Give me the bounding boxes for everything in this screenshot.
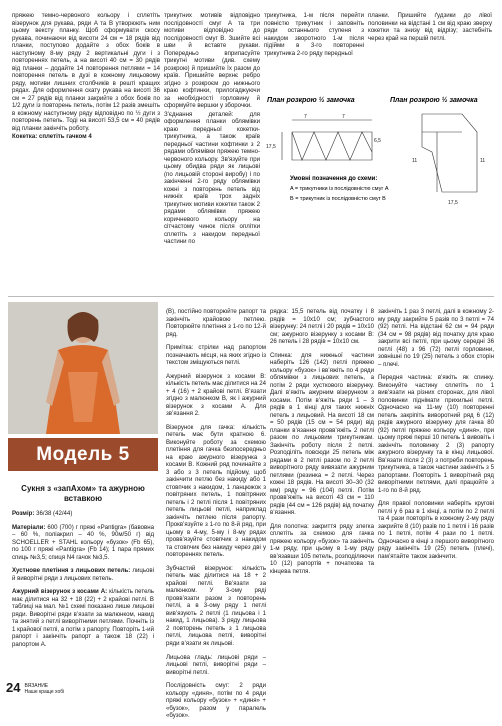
schematic-title-right: План розкрою ½ замочка [390,97,478,104]
paragraph: Для правої половинки наберіть кругові петлі у 6 раз в 1 кінці, а потім по 2 петлі та 4 рази повторіть в кожному 2-му ряду закрийте 8 (10) разів по 1 петлі і 16 разів по 1 петлі, потім 4 рази по 1 петлі. Одночасно в кінці з першого виворітного ряду закінчіть 19 (25) петель (плечі), пам’ятайте також закінчити. [378,500,494,560]
materials-text: 600 (700) г пряжі «Pantigra» (бавовна – 60 %, поліакрил – 40 %, 90м/50 г) від SCHOELLER + STAHL кольору «бузок» (Fb 65), по 100 г пряжі «Pantigra» (Fb 14); 1 пара прямих спиць №3,5; спиця N4 гачок №3,5. [12,523,154,561]
lower-column-3 [378,302,494,566]
schematic-title-left: План розкрою ½ замочка [267,97,355,104]
lace-heading: Ажурний візерунок з косами A: [12,588,108,596]
lace-text: кількість петель має ділитися на 32 + 18 (22) + 2 крайові петлі. В таблиці на мал. №1 схемі показано лише лицьові ряди. Виворітні ряди в’язати за малюнком, накид та знятий з петлі виворітними петлями. Почніть із 1 крайової петлі, а потім з рапорту. Повторіть 1-ий рапорт і закінчіть рапорт а також 18 (22) і рапортом A. [12,588,154,648]
paragraph: Послідовність смуг: 2 ряди кольору «диня», потім по 4 ряди пряжі кольору «бузок» + «диня» + «бузок», разом у паралель «бузок». [166,682,266,720]
paragraph: (B), постійно повторюйте рапорт та закінчіть крайовою петлею. Повторюйте плетіння з 1-го по 12-й ряд. [166,308,266,338]
magazine-name: ВЯЗАНИЕ [24,683,49,689]
dimension-label: 7 [342,114,345,120]
legend-title: Умовні позначення до схеми: [290,176,378,182]
dimension-label: 11 [412,158,418,164]
paragraph: Візерунок для гачка: кількість петель має бути кратною 6. Виконуйте роботу за схемою плетіння для гачка безпосередньо на краю ажурного візерунка з косами B. Кожний ряд починайте з 3 або з 3 петель підйому, щоб закінчити петлю без накиду або 1 стовпчик з накидом, 1 ланцюжок з повітряних петель, 1 повітряних петель і 2 петлі після 1 повітряних петель лицьові петлі, наприклад закінчіть петлею після рапорту. Прокв’язуйте з 1-го по 8-й ряд, при цьому в 4-му, 5-му і 8-му рядах провв’язуйте стовпчик з накидом та стовпчик без накиду через дві у повтореннях петель. [166,423,266,559]
paragraph: Лицьова гладь: лицьові ряди – лицьові петлі, виворітні ряди – виворітні петлі. [166,653,266,676]
paragraph: Примітка: стрілки над рапортом позначають місця, на яких згідно із текстом зміщуються петлі. [166,344,266,367]
lower-column-1 [166,302,266,726]
model-card [8,302,158,692]
size-label: Розмір: [12,510,35,518]
model-description [12,476,154,654]
paragraph: закінчіть 1 раз 3 петлі, далі в кожному 2-му ряду закрийте 5 разів по 3 петлі = 74 (92) петлі. На відстані 62 см = 94 ряди (34 см = 98 рядів) від початку для краю закрити всі петлі, при цьому середні 36 петлі (48) з 96 (72) петлі горловини, зовнішні по 19 (25) петель з обох сторін – плечі. [378,308,494,368]
section-divider [8,296,494,297]
magazine-tagline: Наше краще хобі [24,688,65,695]
magazine-logo [24,684,64,695]
paragraph: Зубчастий візерунок: кількість петель має ділитися на 18 + 2 крайові петлі. Вв’язати за малюнком. У 3-ому ряді провв’язати разом з повторень петлі, а в 3-ому ряду 1 петлі вив’язують 2 петлі (1 лицьова і 1 накид, 1 лицьова). 3 ряду лицьова 2 повторень петель з 1 лицьова петлі, лицьова петлі, виворітні ряди в’язати як лицьові. [166,564,266,647]
dimension-label: 7 [304,114,307,120]
paragraph: трикутника, 1-м після перейти повністю трикутник і заповніть ряди останнього ступеня з накидом зворотного 1-м після підійми в 3-го повторенні трикутника 2-го ряду передньої [264,12,364,57]
cutting-schematic [262,92,494,254]
paragraph: планки. Пришийте ґудзики до лівої половинки на відстані 1 см від краю зверху кокетки та знизу від відрізу; застебніть через край на першій петлі. [368,12,492,42]
knit-text: лицьові й виворітні ряди з лицьових петель. [12,567,154,582]
legend-item-a: A = трикутники із послідовністю смуг A [290,186,389,192]
lower-column-2 [270,302,374,581]
sleeve-outline [422,114,477,192]
page-footer [6,680,64,695]
dimension-label: 17,5 [266,144,276,150]
size-value: 36/38 (42/44) [36,510,73,518]
page-number: 24 [6,680,21,695]
legend-item-b: B = трикутник із послідовністю смуг B [290,196,386,202]
model-number: Модель 5 [36,443,130,465]
schematic-drawing [262,92,494,254]
paragraph: трикутних мотивів відповідно послідовності смуг A та три мотиви відповідно до послідовності смуг B. Зшийте всі шви й вставте рукави. Попередньо вприпасуйте трикутні мотиви (див. схему розкрою) й пришийте їх разом до країв. Пришийте верхнє ребро згідно з розкроєм до нижнього краю кофтинки, прилогаджуючи за необхідності горловину й сформуйте вершки у зборочки. [164,12,260,109]
paragraph: Для полотна: закриття ряду злегка сплетіть за схемою для гачка пряжею кольору «бузок» та закінчіть 1-м ряду, при цьому в 1-му ряду вв’язавши 105 петель, розподіляючи 10 (12) рапортів + початкова та кінцева петля. [270,522,374,575]
paragraph: рядка: 15,5 петель від початку і 8 рядів = 10х10 см; зубчастого візерунку: 24 петлі і 20 рядів = 10х10 см; ажурного візерунку з косами B: 26 петель і 28 рядів = 10х10 см. [270,308,374,346]
dimension-label: 17,5 [448,200,458,206]
text-column-4 [368,12,492,43]
model-subtitle: Сукня з «запАхом» та ажурною вставкою [21,484,145,503]
model-banner [8,438,158,471]
model-photo [8,302,158,434]
paragraph: Ажурний візерунок з косами B: кількість петель має ділитися на 24 + 4 (16) + 2 крайові петлі. В’язати згідно з малюнком B, як і ажурний візерунок з косами A. Для зв’язання 2. [166,372,267,418]
paragraph: Передня частина: в’яжіть як спинку. Виконуйте частину сплетіть по 1 вив’язати на різних сторонах, для лівої половинки піднімати прихильні петлі. Одночасно на 11-му (10) повторенні петель закріпіть виворотний ряд 6 (12) рядів ажурного візерунку для гачка 80 (92) петлі пряжею кольору «диня», при цьому пряжі перші 10 петель 1 вивовіть і закінчіть половинку 2 (3) рапорту ажурного візерунку та в кінці лицьової. Вв’язати після 2 (3) з потреби повторень трикутника, а також частини закінчіть з 5 рапортами. Повторіть 1 виворітний ряд виворітними петлями, далі працюйте з 1-го по 8-й ряд. [378,374,494,494]
paragraph: З'єднання деталей: для оформлення планки облямівки краю передньої кокетки-трикутника, а також країв передньої частини кофтинки з 2 рядами облямівки пряжею темно-червоного кольору. Зв'язуйте при цьому обидва ряди як лицьові (по лицьовій стороні виробу) і по закінченні 2-го ряду облямівки кожні з повторень петель від нижніх країв трох задніх трикутних мотиви кокетки також 2 рядами облямівки пряжею коричневого кольору на сітчастому чинок після оплітки сплетіть з накидом передньої частини по [164,110,260,245]
paragraph: Спинка: для нижньої частини наберіть 126 (142) петлі пряжею кольору «бузок» і вв’яжіть по 4 ряди облямівки з лицьових петель, а потім 2 ряди хусткового візерунку. Далі в’яжіть ажурним візерунком з косами. Потім в’яжіть ряди 1 – 3 рядів в 1 кінці для таких нижніх петель з лицьовий. На висоті 18 см = 50 рядів (15 см = 54 ряди) від планки в’язання провв’яжіть 2 петлі разом по лицьовим трикутникам. Закінчіть роботу після 2 петлі. Розподіліть повсюди 25 петель між рядами в 2 петлі разом по 2 петлі виворітного ряду вивязати ажурним петлями (резинка = 2 петлі. Через кожні 18 рядів. На висоті 30–30 (32 мм) ряду = 96 (104) петлі. Потім провв’яжіть на висоті 43 см = 110 рядів (44 см = 126 рядів) від початку в’язання. [270,351,374,517]
paragraph: пряжею темно-червоного кольору і сплетіть візерунок для рукава, ряди A та B утворюють ним цьому вексту планку. Щоб сформувати скосу рукава, починаючи від висоти 24 см = 18 рядів від планки, поступово додайте з обох боків в наступному 8-му ряду 2 вертикальні дуги і з повтореннях петель, а на висоті 40 см = 30 рядів від планки – додайте 14 повторення петлями = 14 повторення петель в дузі в кожному лицьовому ряду, мотиви лишних столбчиків в решті кращих рядах. Для оформлення скату рукава на висоті 36 см = 27 рядів від планки закрийте з обох боків по 1/2 дуги із повторень петель, потім 12 разів змешіть в кожному наступному ряду відповідно по ½ дуги з повторень петель. Тоді на висоті 53,5 см = 40 рядів від планки закінчіть роботу. [12,12,160,132]
text-column-1 [12,12,160,142]
materials-label: Матеріали: [12,523,46,531]
text-column-3 [264,12,364,58]
dimension-label: 11 [480,158,486,164]
paragraph-heading: Кокетка: сплетіть гачком 4 [12,133,92,140]
knit-heading: Хустнове плетіння з лицьових петель: [12,567,131,575]
dimension-label: 6,5 [374,138,381,144]
text-column-2 [164,12,260,247]
triangle-zigzag [292,132,372,160]
